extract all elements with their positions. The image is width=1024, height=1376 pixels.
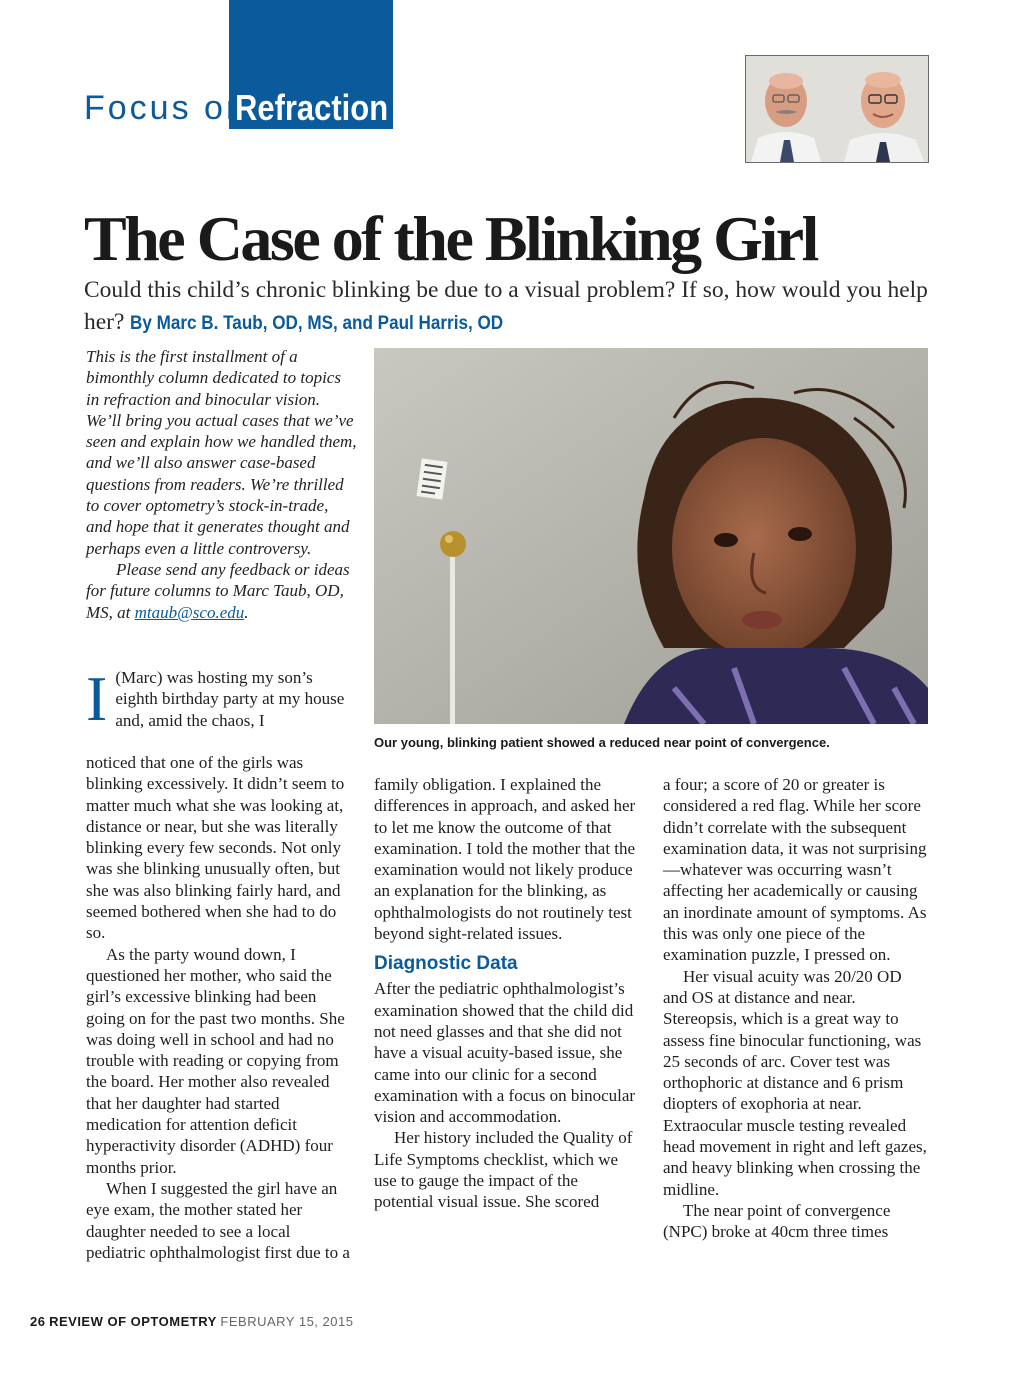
body-paragraph: After the pediatric ophthalmologist’s examination showed that the child did not need glasses and that she did not have a visual acuity-based issue, she came into our clinic for a second examination with a focus on binocular vision and accommodation. bbox=[374, 979, 636, 1127]
issue-date: FEBRUARY 15, 2015 bbox=[220, 1314, 354, 1329]
intro-note bbox=[86, 346, 358, 623]
page-footer bbox=[30, 1314, 353, 1329]
body-paragraph: Her visual acuity was 20/20 OD and OS at distance and near. Stereopsis, which is a great way to assess fine binocular functioning, was 25 seconds of arc. Cover test was orthophoric at distance and 6 prism diopters of exophoria at near. Extraocular muscle testing revealed head movement in right and left gazes, and heavy blinking when crossing the midline. bbox=[663, 966, 927, 1199]
body-paragraph: a four; a score of 20 or greater is considered a red flag. While her score didn’t correlate with the subsequent examination data, it was not surprising—whatever was occurring wasn’t affecting her academically or causing an inordinate amount of symptoms. As this was only one piece of the examination puzzle, I pressed on. bbox=[663, 775, 927, 965]
body-column-1 bbox=[86, 752, 352, 1263]
contact-text: Please send any feedback or ideas for future columns to Marc Taub, OD, MS, at bbox=[86, 559, 350, 622]
author-photo-image bbox=[746, 56, 928, 162]
subhead: Diagnostic Data bbox=[374, 953, 518, 975]
intro-paragraph-contact bbox=[86, 559, 358, 623]
body-paragraph: noticed that one of the girls was blinking excessively. It didn’t seem to matter much what she was looking at, distance or near, but she was literally blinking every few seconds. Not only was she blinking unusually often, but she was also blinking fairly hard, and seemed bothered when she had to do so. bbox=[86, 753, 345, 943]
deck-text: Could this child’s chronic blinking be due to a visual problem? If so, how would you help her? bbox=[84, 277, 928, 335]
body-paragraph: When I suggested the girl have an eye exam, the mother stated her daughter needed to see a local pediatric ophthalmologist first due to a bbox=[86, 1178, 350, 1262]
article-deck bbox=[84, 274, 934, 340]
body-paragraph: The near point of convergence (NPC) broke at 40cm three times bbox=[663, 1200, 891, 1242]
intro-paragraph: This is the first installment of a bimonthly column dedicated to topics in refraction and binocular vision. We’ll bring you actual cases that we’ve seen and explain how we handled them, and we’ll also answer case-based questions from readers. We’re thrilled to cover optometry’s stock-in-trade, and hope that it generates thought and perhaps even a little controversy. bbox=[86, 347, 357, 558]
body-paragraph: Her history included the Quality of Life Symptoms checklist, which we use to gauge the impact of the potential visual issue. She scored bbox=[374, 1128, 633, 1212]
email-link[interactable]: mtaub@sco.edu bbox=[134, 602, 245, 622]
body-column-3 bbox=[663, 774, 929, 1243]
section-prefix: Focus on bbox=[84, 89, 248, 127]
drop-cap: I bbox=[86, 663, 108, 734]
patient-photo-image bbox=[374, 348, 928, 724]
magazine-name: REVIEW OF OPTOMETRY bbox=[49, 1314, 217, 1329]
body-column-1-lead bbox=[86, 663, 352, 734]
body-paragraph: As the party wound down, I questioned her mother, who said the girl’s excessive blinking had been going on for the past two months. She was doing well in school and had no trouble with reading or copying from the board. Her mother also revealed that her daughter had started medication for attention deficit hyperactivity disorder (ADHD) four months prior. bbox=[86, 944, 345, 1177]
author-photo bbox=[745, 55, 929, 163]
page-number: 26 bbox=[30, 1314, 46, 1329]
section-name: Refraction bbox=[235, 87, 389, 128]
body-paragraph: family obligation. I explained the differences in approach, and asked her to let me know the outcome of that examination. I told the mother that the examination would not likely produce an explanation for the blinking, as ophthalmologists do not routinely test beyond sight-related issues. bbox=[374, 775, 636, 944]
photo-caption: Our young, blinking patient showed a reduced near point of convergence. bbox=[374, 735, 830, 750]
patient-photo bbox=[374, 348, 928, 724]
byline: By Marc B. Taub, OD, MS, and Paul Harris, OD bbox=[130, 313, 504, 334]
contact-end: . bbox=[244, 602, 249, 622]
body-paragraph-lead: (Marc) was hosting my son’s eighth birthday party at my house and, amid the chaos, I bbox=[115, 668, 345, 730]
body-column-2 bbox=[374, 774, 638, 1213]
article-title: The Case of the Blinking Girl bbox=[84, 203, 817, 274]
